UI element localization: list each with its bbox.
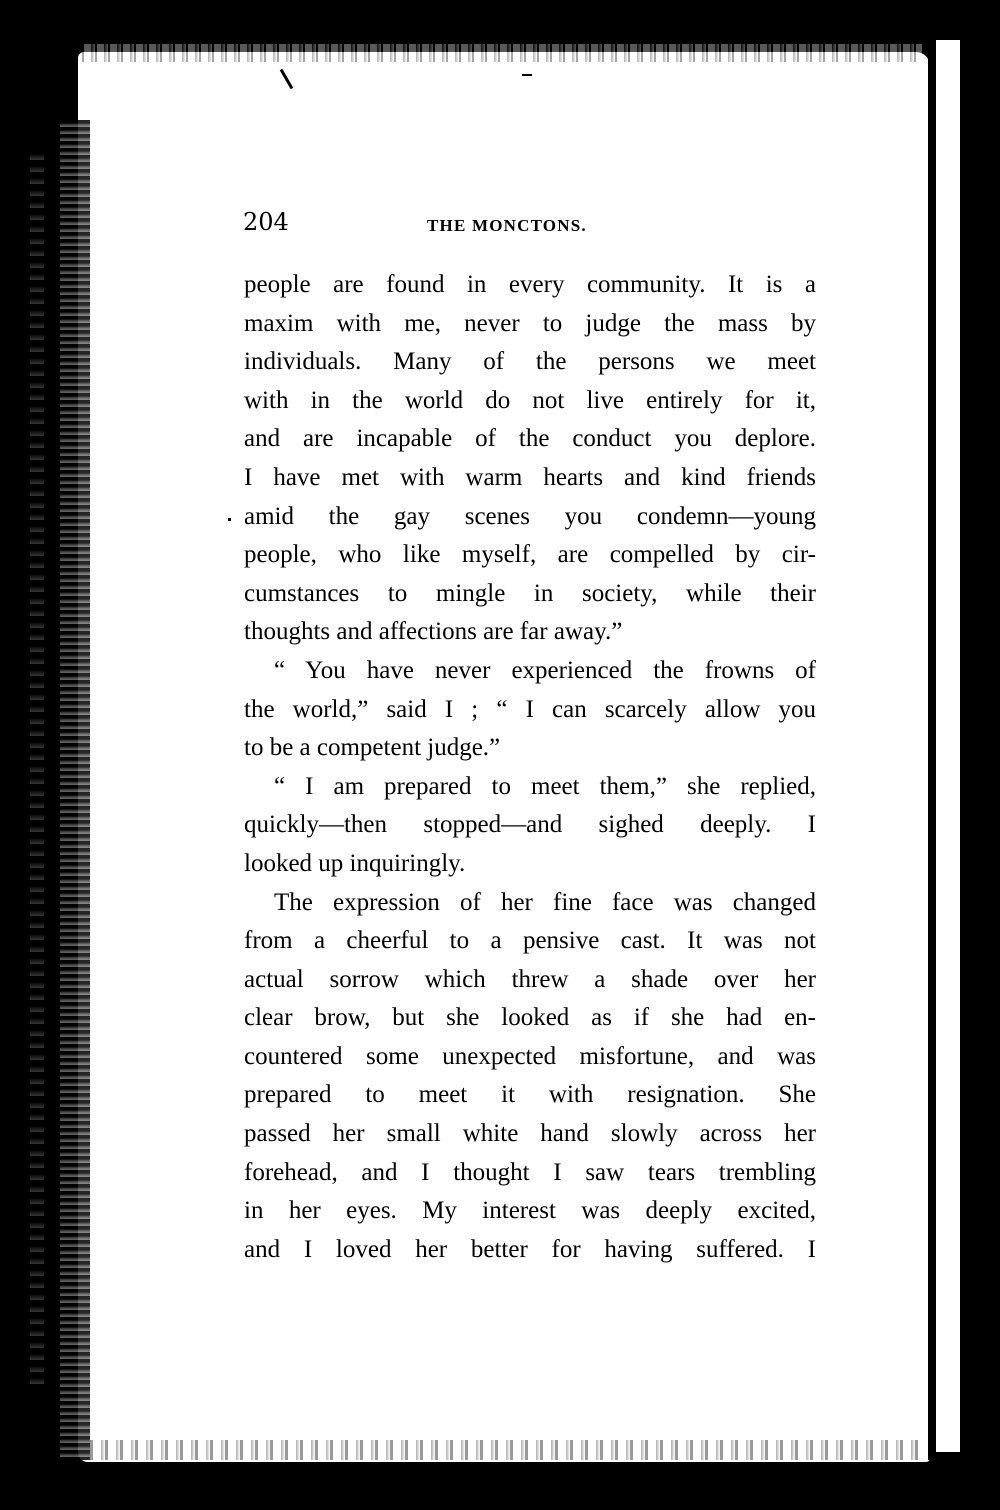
text-line: in her eyes. My interest was deeply excited, — [244, 1197, 816, 1225]
text-line: I have met with warm hearts and kind friends — [244, 463, 816, 491]
text-line: with in the world do not live entirely for it, — [244, 386, 816, 414]
body-text — [244, 266, 816, 1269]
page-edge-shadow — [30, 150, 44, 1390]
text-line: maxim with me, never to judge the mass by — [244, 309, 816, 337]
text-line: clear brow, but she looked as if she had en- — [244, 1004, 816, 1032]
top-scan-noise — [82, 44, 922, 62]
text-line: individuals. Many of the persons we meet — [244, 348, 816, 376]
text-line: people are found in every community. It is a — [244, 271, 816, 298]
text-line: cumstances to mingle in society, while their — [244, 579, 816, 607]
text-line: quickly—then stopped—and sighed deeply. I — [244, 811, 816, 839]
text-line: “ You have never experienced the frowns of — [274, 656, 816, 684]
scan-speck — [228, 518, 231, 521]
text-line: to be a competent judge.” — [244, 734, 501, 762]
text-line: passed her small white hand slowly across her — [244, 1120, 816, 1148]
next-page-edge — [936, 40, 960, 1452]
scan-speck — [522, 74, 532, 76]
page-header — [243, 208, 813, 244]
text-line: actual sorrow which threw a shade over her — [244, 965, 816, 993]
text-line: and are incapable of the conduct you deplore. — [244, 425, 816, 453]
text-line: prepared to meet it with resignation. She — [244, 1081, 816, 1109]
page-gutter-shadow — [60, 120, 90, 1460]
text-line: thoughts and affections are far away.” — [244, 618, 623, 646]
bottom-scan-noise — [90, 1440, 920, 1460]
text-line: the world,” said I ; “ I can scarcely allow you — [244, 695, 816, 723]
text-line: “ I am prepared to meet them,” she replied, — [274, 772, 816, 800]
text-line: forehead, and I thought I saw tears trembling — [244, 1158, 816, 1186]
text-line: people, who like myself, are compelled by cir- — [244, 541, 816, 569]
text-line: countered some unexpected misfortune, and was — [244, 1042, 816, 1070]
text-line: and I loved her better for having suffered. I — [244, 1235, 816, 1263]
text-line: looked up inquiringly. — [244, 849, 466, 877]
page-number: 204 — [243, 208, 289, 236]
running-title: THE MONCTONS. — [427, 216, 587, 235]
text-line: amid the gay scenes you condemn—young — [244, 502, 816, 530]
text-line: from a cheerful to a pensive cast. It was not — [244, 927, 816, 955]
text-line: The expression of her fine face was changed — [274, 888, 816, 916]
